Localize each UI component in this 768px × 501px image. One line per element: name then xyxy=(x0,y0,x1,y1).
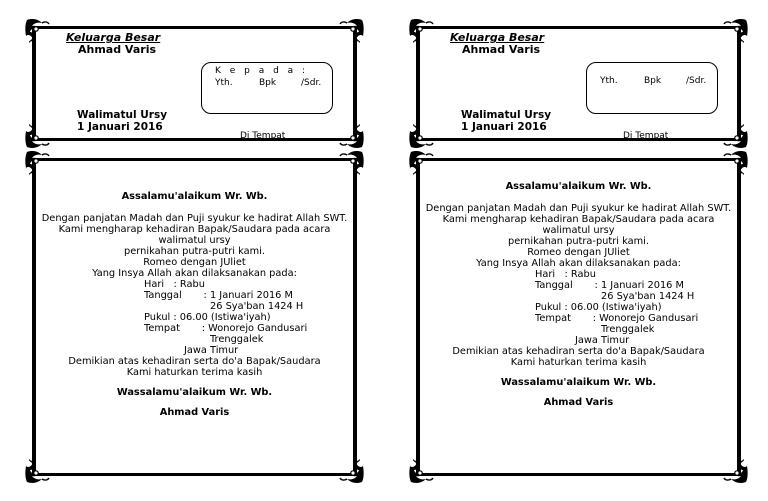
closing-line: Demikian atas kehadiran serta do'a Bapak/Saudara xyxy=(68,356,321,367)
letter-line: Dengan panjatan Madah dan Puji syukur ke hadirat Allah SWT. xyxy=(425,203,732,214)
letter-body xyxy=(28,191,361,418)
header-card-right xyxy=(416,26,741,141)
letter-line: Yang Insya Allah akan dilaksanakan pada: xyxy=(92,268,297,279)
greeting: Assalamu'alaikum Wr. Wb. xyxy=(505,181,652,192)
bpk-label: Bpk xyxy=(644,76,662,86)
corner-ornament-icon xyxy=(408,149,434,175)
yth-label: Yth. xyxy=(600,76,618,86)
tempat-line: Tempat : Wonorejo Gandusari xyxy=(535,313,699,324)
letter-line: Kami mengharap kehadiran Bapak/Saudara pada acara xyxy=(58,224,331,235)
letter-line: pernikahan putra-putri kami. xyxy=(508,236,649,247)
event-info xyxy=(77,109,167,133)
event-date: 1 Januari 2016 xyxy=(77,121,163,133)
letter-line: walimatul ursy xyxy=(542,225,615,236)
family-title: Keluarga Besar xyxy=(66,31,161,44)
closing-line: Kami haturkan terima kasih xyxy=(510,357,647,368)
pukul-line: Pukul : 06.00 (Istiwa'iyah) xyxy=(144,312,271,323)
signature: Ahmad Varis xyxy=(159,407,230,418)
farewell: Wassalamu'alaikum Wr. Wb. xyxy=(500,377,657,388)
tanggal-hijri-line: 26 Sya'ban 1424 H xyxy=(210,301,304,312)
closing-line: Demikian atas kehadiran serta do'a Bapak/Saudara xyxy=(452,346,705,357)
farewell: Wassalamu'alaikum Wr. Wb. xyxy=(116,387,273,398)
corner-ornament-icon xyxy=(24,149,50,175)
address-box xyxy=(201,62,333,114)
corner-ornament-icon xyxy=(408,17,434,43)
letter-line: pernikahan putra-putri kami. xyxy=(124,246,265,257)
hari-line: Hari : Rabu xyxy=(535,269,596,280)
letter-card-left xyxy=(32,158,357,476)
tanggal-line: Tanggal : 1 Januari 2016 M xyxy=(144,290,293,301)
tanggal-hijri-line: 26 Sya'ban 1424 H xyxy=(601,291,695,302)
sdr-label: /Sdr. xyxy=(686,76,707,86)
corner-ornament-icon xyxy=(339,17,365,43)
province-line: Jawa Timur xyxy=(575,335,630,346)
di-tempat-label: Di Tempat xyxy=(623,131,669,139)
address-box xyxy=(586,62,718,114)
greeting: Assalamu'alaikum Wr. Wb. xyxy=(121,191,268,202)
family-name: Ahmad Varis xyxy=(78,43,157,56)
tempat-line: Tempat : Wonorejo Gandusari xyxy=(144,323,308,334)
kepada-label: K e p a d a : xyxy=(215,66,309,76)
corner-ornament-icon xyxy=(24,17,50,43)
tempat-city-line: Trenggalek xyxy=(601,324,655,335)
letter-body xyxy=(412,181,745,408)
letter-line: Dengan panjatan Madah dan Puji syukur ke hadirat Allah SWT. xyxy=(41,213,348,224)
family-heading xyxy=(450,32,544,56)
yth-label: Yth. xyxy=(215,78,233,88)
corner-ornament-icon xyxy=(24,124,50,150)
event-info xyxy=(461,109,551,133)
letter-line: Kami mengharap kehadiran Bapak/Saudara pada acara xyxy=(442,214,715,225)
letter-line: Romeo dengan JUliet xyxy=(527,247,630,258)
corner-ornament-icon xyxy=(339,149,365,175)
corner-ornament-icon xyxy=(339,459,365,485)
corner-ornament-icon xyxy=(24,459,50,485)
family-title: Keluarga Besar xyxy=(450,31,545,44)
letter-line: Romeo dengan JUliet xyxy=(143,257,246,268)
family-name: Ahmad Varis xyxy=(462,43,541,56)
corner-ornament-icon xyxy=(723,17,749,43)
letter-card-right xyxy=(416,158,741,476)
family-heading xyxy=(66,32,160,56)
letter-line: walimatul ursy xyxy=(158,235,231,246)
corner-ornament-icon xyxy=(408,124,434,150)
pukul-line: Pukul : 06.00 (Istiwa'iyah) xyxy=(535,302,662,313)
signature: Ahmad Varis xyxy=(543,397,614,408)
di-tempat-label: Di Tempat xyxy=(240,131,286,139)
bpk-label: Bpk xyxy=(259,78,277,88)
event-name: Walimatul Ursy xyxy=(77,109,168,121)
corner-ornament-icon xyxy=(723,459,749,485)
corner-ornament-icon xyxy=(723,124,749,150)
event-date: 1 Januari 2016 xyxy=(461,121,547,133)
letter-line: Yang Insya Allah akan dilaksanakan pada: xyxy=(476,258,681,269)
sdr-label: /Sdr. xyxy=(301,78,322,88)
tanggal-line: Tanggal : 1 Januari 2016 M xyxy=(535,280,684,291)
header-card-left xyxy=(32,26,357,141)
corner-ornament-icon xyxy=(339,124,365,150)
hari-line: Hari : Rabu xyxy=(144,279,205,290)
event-name: Walimatul Ursy xyxy=(461,109,552,121)
closing-line: Kami haturkan terima kasih xyxy=(126,367,263,378)
tempat-city-line: Trenggalek xyxy=(210,334,264,345)
province-line: Jawa Timur xyxy=(184,345,239,356)
corner-ornament-icon xyxy=(408,459,434,485)
corner-ornament-icon xyxy=(723,149,749,175)
